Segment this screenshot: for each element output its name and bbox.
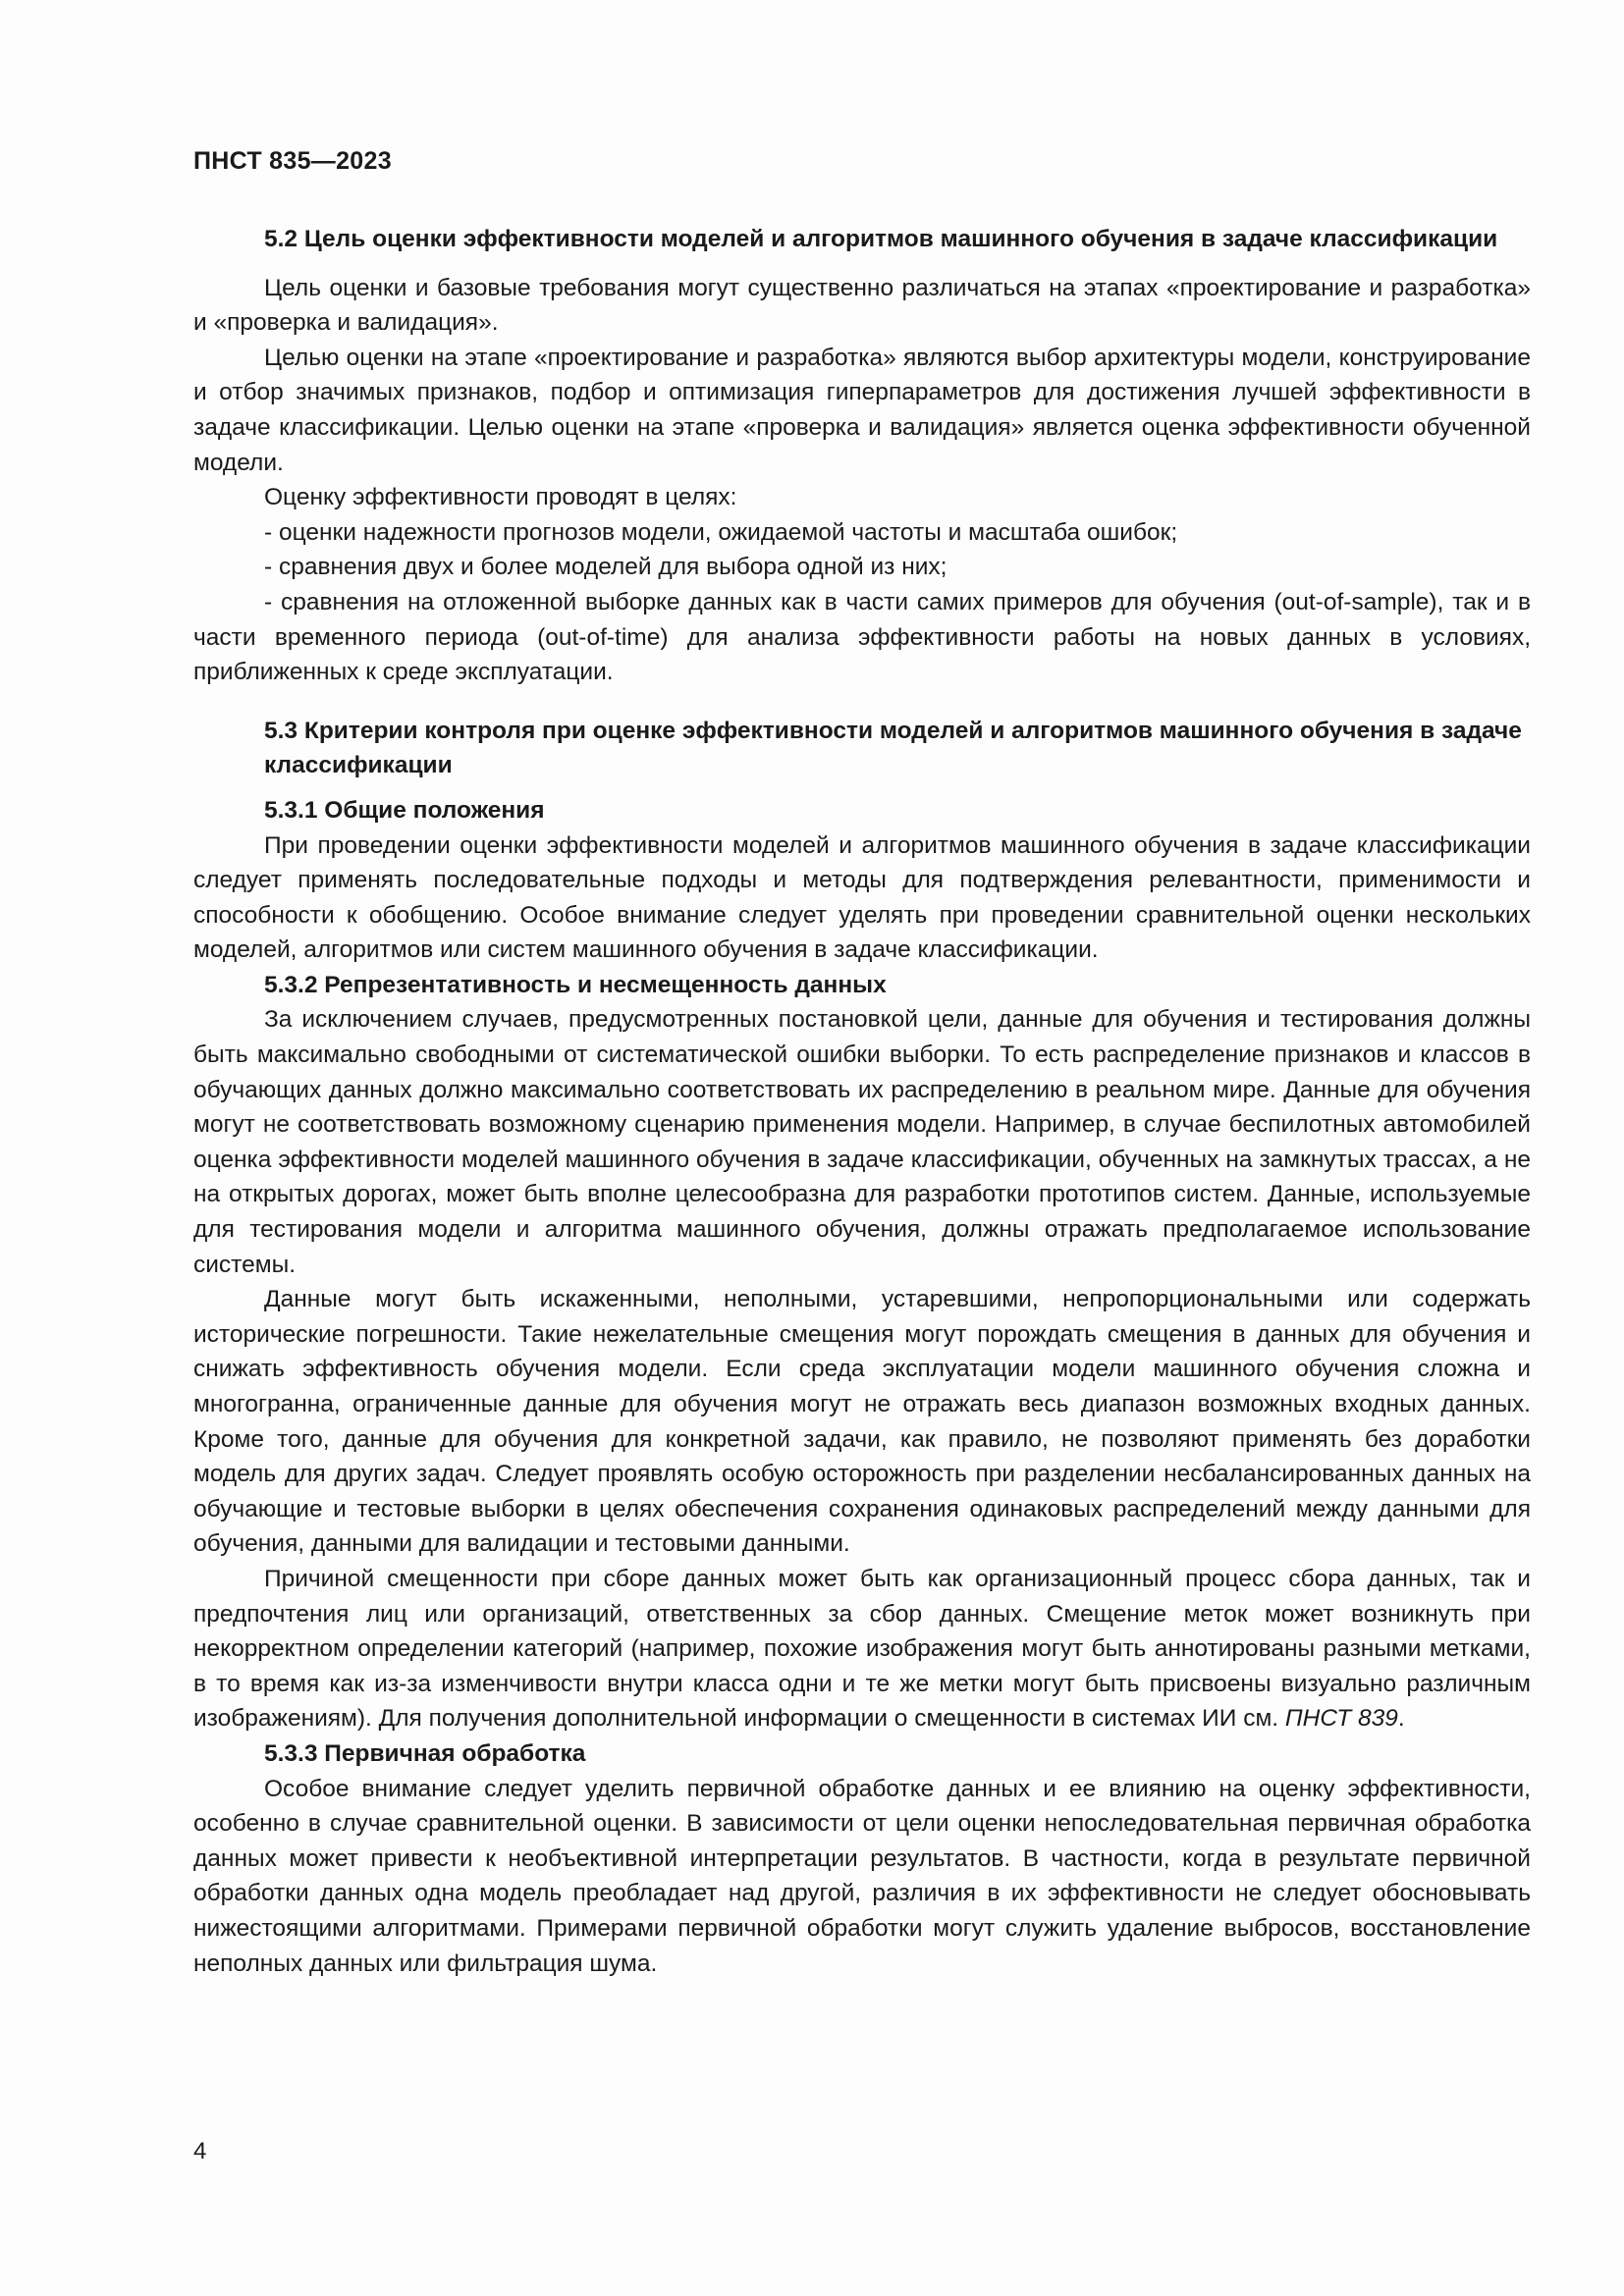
standard-reference: ПНСТ 839 — [1284, 1705, 1398, 1733]
paragraph: При проведении оценки эффективности моделей и алгоритмов машинного обучения в задаче классификации следует применять последовательные подходы и методы для подтверждения релевантности, применимости и способности к обобщению. Особое внимание следует уделять при проведении сравнительной оценки нескольких моделей, алгоритмов или систем машинного обучения в задаче классификации. — [193, 831, 1531, 964]
paragraph: Целью оценки на этапе «проектирование и разработка» являются выбор архитектуры модели, конструирование и отбор значимых признаков, подбор и оптимизация гиперпараметров для достижения лучшей эффективности в задаче классификации. Целью оценки на этапе «проверка и валидация» является оценка эффективности обученной модели. — [193, 344, 1531, 476]
paragraph: Данные могут быть искаженными, неполными, устаревшими, непропорциональными или содержать исторические погрешности. Такие нежелательные смещения могут порождать смещения в данных для обучения и снижать эффективность обучения модели. Если среда эксплуатации модели машинного обучения сложна и многогранна, ограниченные данные для обучения могут не отражать весь диапазон возможных входных данных. Кроме того, данные для обучения для конкретной задачи, как правило, не позволяют применять без доработки модель для других задач. Следует проявлять особую осторожность при разделении несбалансированных данных на обучающие и тестовые выборки в целях обеспечения сохранения одинаковых распределений между данными для обучения, данными для валидации и тестовыми данными. — [193, 1286, 1531, 1558]
subsection-heading-5-3-1: 5.3.1 Общие положения — [264, 796, 545, 824]
paragraph — [193, 1562, 1531, 1736]
paragraph: Оценку эффективности проводят в целях: — [264, 484, 737, 511]
paragraph: Особое внимание следует уделить первичной обработке данных и ее влиянию на оценку эффективности, особенно в случае сравнительной оценки. В зависимости от цели оценки непоследовательная первичная обработка данных может привести к необъективной интерпретации результатов. В частности, когда в результате первичной обработки данных одна модель преобладает над другой, различия в их эффективности не следует обосновывать нижестоящими алгоритмами. Примерами первичной обработки могут служить удаление выбросов, восстановление неполных данных или фильтрация шума. — [193, 1775, 1531, 1977]
page-number: 4 — [193, 2138, 207, 2164]
paragraph-text: . — [1397, 1705, 1405, 1733]
list-item: - сравнения на отложенной выборке данных как в части самих примеров для обучения (out-of-sample), так и в части временного периода (out-of-time) для анализа эффективности работы на новых данных в условиях, приближенных к среде эксплуатации. — [193, 588, 1531, 686]
paragraph: Цель оценки и базовые требования могут существенно различаться на этапах «проектирование и разработка» и «проверка и валидация». — [193, 274, 1531, 337]
paragraph-text: Причиной смещенности при сборе данных может быть как организационный процесс сбора данных, так и предпочтения лиц или организаций, ответственных за сбор данных. Смещение меток может возникнуть при некорректном определении категорий (например, похожие изображения могут быть аннотированы разными метками, в то время как из-за изменчивости внутри класса одни и те же метки могут быть присвоены визуально различным изображениям). Для получения дополнительной информации о смещенности в системах ИИ см. — [193, 1565, 1531, 1733]
paragraph: За исключением случаев, предусмотренных постановкой цели, данные для обучения и тестирования должны быть максимально свободными от систематической ошибки выборки. То есть распределение признаков и классов в обучающих данных должно максимально соответствовать их распределению в реальном мире. Данные для обучения могут не соответствовать возможному сценарию применения модели. Например, в случае беспилотных автомобилей оценка эффективности моделей машинного обучения в задаче классификации, обученных на замкнутых трассах, а не на открытых дорогах, может быть вполне целесообразна для разработки прототипов систем. Данные, используемые для тестирования модели и алгоритма машинного обучения, должны отражать предполагаемое использование системы. — [193, 1006, 1531, 1278]
subsection-heading-5-3-3: 5.3.3 Первичная обработка — [264, 1739, 586, 1767]
section-heading-5-2: 5.2 Цель оценки эффективности моделей и алгоритмов машинного обучения в задаче классификации — [264, 226, 1498, 252]
document-code: ПНСТ 835—2023 — [193, 147, 392, 175]
subsection-heading-5-3-2: 5.3.2 Репрезентативность и несмещенность данных — [264, 971, 887, 998]
list-item: - оценки надежности прогнозов модели, ожидаемой частоты и масштаба ошибок; — [264, 518, 1178, 546]
list-item: - сравнения двух и более моделей для выбора одной из них; — [264, 554, 947, 581]
section-heading-5-3: 5.3 Критерии контроля при оценке эффективности моделей и алгоритмов машинного обучения в задаче классификации — [264, 717, 1522, 779]
document-body — [193, 222, 1531, 1981]
